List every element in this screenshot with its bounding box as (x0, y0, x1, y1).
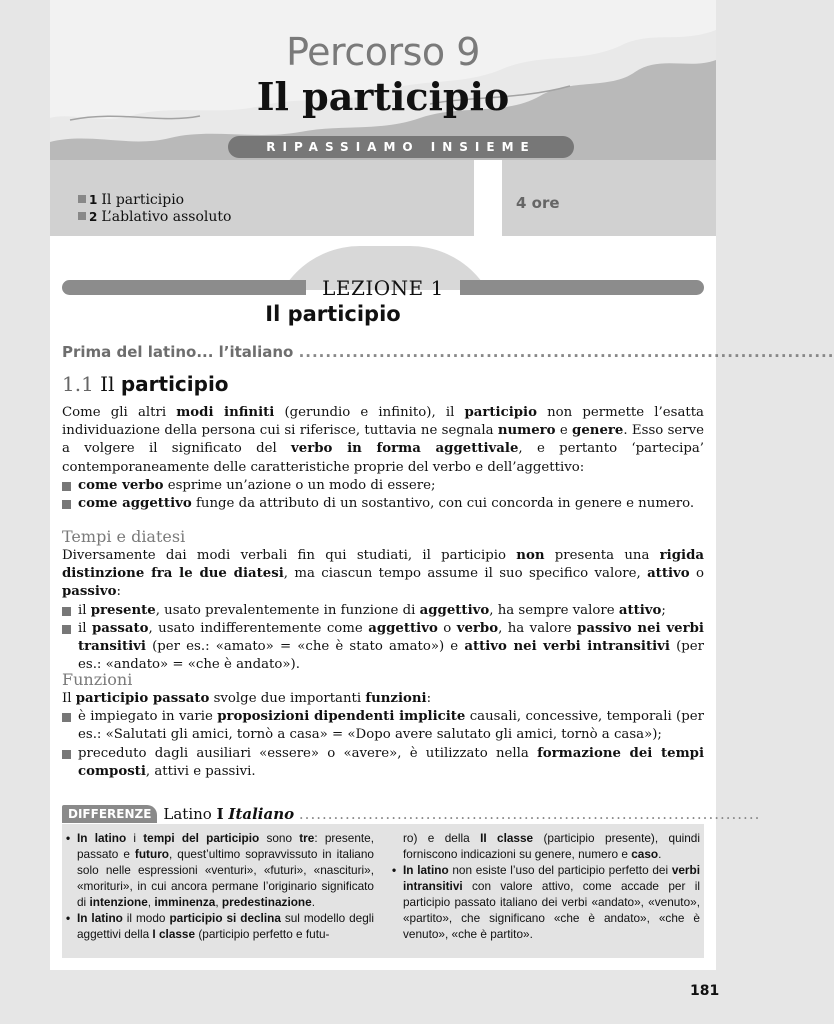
contents-item-label: Il participio (101, 192, 185, 208)
differenze-item: • In latino i tempi del participio sono tre: presente, passato e futuro, quest’ultimo sopravvissuto in italiano solo nelle espressioni «venturi», «futuri», «nascituri», «morituri», in cui ancora permane l’originario significato di intenzione, imminenza, predestinazione. (66, 830, 374, 910)
lesson-bar-right (460, 280, 704, 295)
list-item: come verbo esprime un’azione o un modo di essere; (62, 477, 704, 495)
funzioni-heading: Funzioni (62, 670, 133, 689)
bold-text: In latino (403, 863, 449, 877)
differenze-item: • In latino il modo participio si declina sul modello degli aggettivi della I classe (participio perfetto e futu- (66, 910, 374, 942)
bold-text: I classe (152, 927, 196, 941)
list-item: è impiegato in varie proposizioni dipendenti implicite causali, concessive, temporali (per es.: «Salutati gli amici, tornò a casa» = «Dopo avere salutato gli amici, tornò a casa»); (62, 708, 704, 744)
page-number: 181 (690, 983, 720, 999)
section-number: 1.1 (62, 372, 94, 396)
differenze-item: ro) e della II classe (participio presente), quindi forniscono indicazioni su genere, numero e caso. (403, 831, 700, 861)
differenze-tag: DIFFERENZE (62, 805, 157, 823)
bold-text: passivo nei verbi transitivi (78, 620, 704, 655)
bold-text: verbi intransitivi (403, 863, 701, 893)
lesson-label: LEZIONE 1 (322, 276, 444, 300)
contents-list (78, 192, 231, 226)
differenze-latino: Latino (163, 805, 212, 823)
bold-text: non (516, 548, 545, 563)
intro-paragraph: Come gli altri modi infiniti (gerundio e infinito), il participio non permette l’esatta individuazione della persona cui si riferisce, tuttavia ne segnala numero e genere. Esso serve a volgere il significato del verbo in forma aggettivale, e pertanto ‘partecipa’ contemporaneamente delle caratteristiche proprie del verbo e dell’aggettivo: (62, 405, 704, 475)
hours-label: 4 ore (516, 194, 560, 212)
intro-list (62, 477, 704, 513)
bold-text: tempi del participio (143, 831, 260, 845)
bold-text: presente (90, 602, 156, 618)
differenze-italiano: Italiano (228, 805, 295, 823)
ripassiamo-ribbon: RIPASSIAMO INSIEME (228, 136, 574, 158)
funzioni-paragraph: Il participio passato svolge due importanti funzioni: (62, 691, 432, 706)
bold-text: come verbo (78, 477, 164, 493)
bold-text: passato (91, 620, 149, 636)
bold-text: proposizioni dipendenti implicite (217, 709, 466, 725)
tempi-list (62, 602, 704, 675)
bold-text: tre (299, 831, 315, 845)
list-item: il presente, usato prevalentemente in funzione di aggettivo, ha sempre valore attivo; (62, 602, 704, 620)
section-pre: Il (100, 372, 115, 396)
differenze-separator: I (216, 805, 224, 823)
bold-text: genere (572, 423, 624, 439)
contents-item (78, 192, 231, 209)
bold-text: aggettivo (368, 620, 438, 636)
bold-text: verbo in forma aggettivale (291, 441, 519, 457)
bold-text: participio si declina (169, 911, 281, 925)
list-item: come aggettivo funge da attributo di un sostantivo, con cui concorda in genere e numero. (62, 495, 704, 513)
bold-text: participio (464, 405, 537, 420)
bold-text: modi infiniti (176, 405, 275, 420)
differenze-column-left (66, 830, 374, 942)
percorso-label: Percorso 9 (286, 30, 480, 74)
percorso-title: Il participio (256, 74, 510, 119)
bold-text: attivo nei verbi intransitivi (464, 639, 670, 655)
bold-text: predestinazione (221, 895, 312, 909)
contents-item-number: 2 (89, 210, 98, 224)
lesson-bar-left (62, 280, 306, 295)
dotted-leader: ................................................................................ (298, 805, 761, 823)
bold-text: participio passato (75, 691, 210, 706)
list-item: il passato, usato indifferentemente come aggettivo o verbo, ha valore passivo nei verbi transitivi (per es.: «amato» = «che è stato amato») e attivo nei verbi intransitivi (per es.: «andato» = «che è andato»). (62, 620, 704, 675)
section-heading (62, 372, 229, 396)
tempi-block (62, 547, 704, 674)
bold-text: come aggettivo (78, 496, 192, 512)
bold-text: imminenza (154, 895, 216, 909)
bold-text: In latino (77, 911, 123, 925)
bold-text: intenzione (89, 895, 148, 909)
bold-text: In latino (77, 831, 127, 845)
bold-text: II classe (480, 831, 534, 845)
differenze-item: • In latino non esiste l’uso del participio perfetto dei verbi intransitivi con valore attivo, come accade per il participio passato italiano dei verbi «andato», «venuto», «partito», che significano «che è andato», «che è venuto», «che è partito». (392, 862, 700, 942)
contents-item (78, 209, 231, 226)
bold-text: caso (631, 847, 659, 861)
bold-text: funzioni (365, 691, 427, 706)
square-bullet-icon (78, 195, 86, 203)
differenze-heading (62, 805, 761, 823)
lesson-title: Il participio (265, 302, 401, 326)
bold-text: rigida distinzione fra le due diatesi (62, 548, 704, 582)
tempi-paragraph: Diversamente dai modi verbali fin qui studiati, il participio non presenta una rigida distinzione fra le due diatesi, ma ciascun tempo assume il suo specifico valore, attivo o passivo: (62, 548, 704, 600)
bold-text: numero (497, 423, 556, 439)
bold-text: formazione dei tempi composti (78, 745, 704, 779)
prima-label: Prima del latino... l’italiano (62, 343, 294, 361)
funzioni-list (62, 708, 704, 781)
tempi-heading: Tempi e diatesi (62, 527, 186, 546)
list-item: preceduto dagli ausiliari «essere» o «avere», è utilizzato nella formazione dei tempi composti, attivi e passivi. (62, 745, 704, 781)
intro-block (62, 404, 704, 513)
contents-item-label: L’ablativo assoluto (101, 209, 232, 225)
section-title: participio (120, 372, 229, 396)
bold-text: verbo (456, 620, 499, 636)
bold-text: aggettivo (419, 602, 490, 618)
bold-text: attivo (618, 602, 662, 618)
funzioni-block (62, 690, 704, 781)
bold-text: attivo (647, 566, 690, 582)
bold-text: passivo (62, 584, 117, 600)
prima-heading (62, 343, 834, 361)
square-bullet-icon (78, 212, 86, 220)
dotted-leader: ................................................................................ (298, 343, 834, 361)
contents-item-number: 1 (89, 193, 98, 207)
bold-text: futuro (134, 847, 169, 861)
differenze-column-right (392, 830, 700, 942)
